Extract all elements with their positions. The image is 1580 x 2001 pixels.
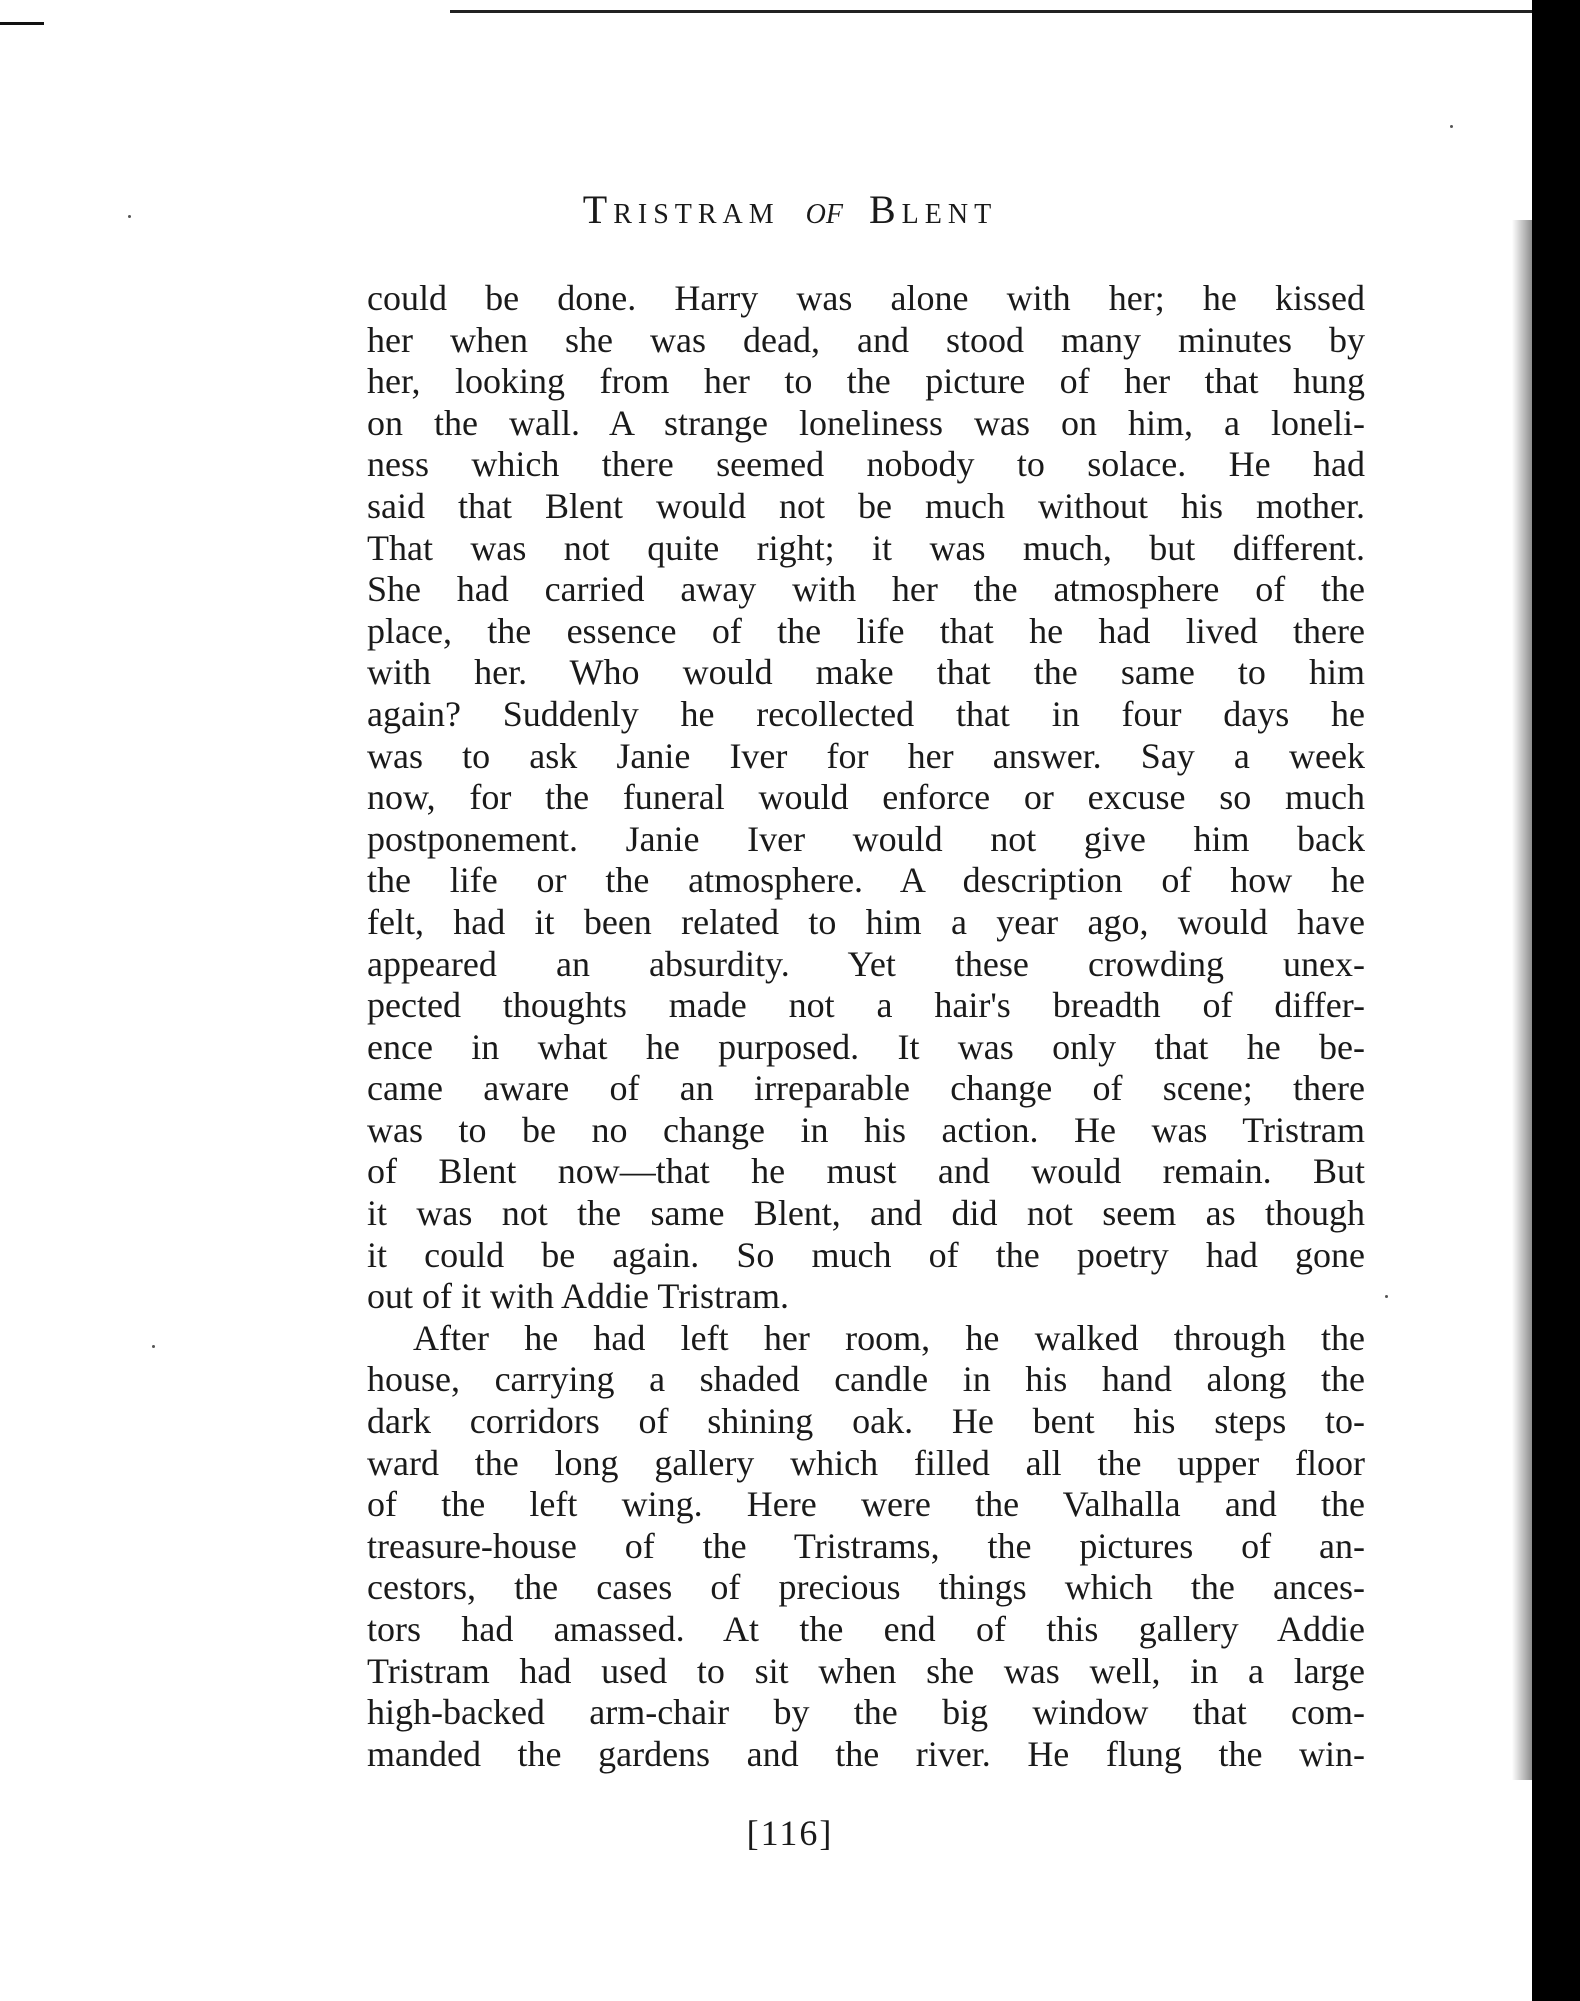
text-line: ward the long gallery which filled all the upper floor [367, 1442, 1365, 1483]
scan-speck [1385, 1295, 1388, 1298]
text-line: it could be again. So much of the poetry had gone [367, 1234, 1365, 1275]
text-line: ence in what he purposed. It was only that he be- [367, 1026, 1365, 1067]
text-line: came aware of an irreparable change of scene; there [367, 1068, 1365, 1109]
text-line: place, the essence of the life that he had lived there [367, 610, 1365, 651]
scan-speck [1450, 125, 1453, 128]
text-line: She had carried away with her the atmosphere of the [367, 569, 1365, 610]
text-line: with her. Who would make that the same to him [367, 652, 1365, 693]
text-line: That was not quite right; it was much, but different. [367, 527, 1365, 568]
text-line: cestors, the cases of precious things which the ances- [367, 1567, 1365, 1608]
body-text [367, 278, 1365, 1775]
text-line: high-backed arm-chair by the big window that com- [367, 1692, 1365, 1733]
text-line: her when she was dead, and stood many minutes by [367, 319, 1365, 360]
text-line: on the wall. A strange loneliness was on him, a loneli- [367, 402, 1365, 443]
text-line: now, for the funeral would enforce or excuse so much [367, 777, 1365, 818]
text-line: was to be no change in his action. He was Tristram [367, 1109, 1365, 1150]
page-number: [116] [746, 1813, 834, 1853]
text-line: said that Blent would not be much without his mother. [367, 485, 1365, 526]
running-head [0, 186, 1580, 233]
text-line: postponement. Janie Iver would not give him back [367, 818, 1365, 859]
scan-speck [152, 1345, 155, 1348]
text-line: her, looking from her to the picture of her that hung [367, 361, 1365, 402]
text-line: of the left wing. Here were the Valhalla and the [367, 1484, 1365, 1525]
scan-edge-mark [0, 22, 44, 25]
text-line: pected thoughts made not a hair's breadth of differ- [367, 985, 1365, 1026]
text-line: tors had amassed. At the end of this gallery Addie [367, 1609, 1365, 1649]
text-line: manded the gardens and the river. He flung the win- [367, 1733, 1365, 1774]
text-line: appeared an absurdity. Yet these crowding unex- [367, 943, 1365, 984]
text-line: could be done. Harry was alone with her; he kissed [367, 278, 1365, 318]
text-line: out of it with Addie Tristram. [367, 1276, 790, 1317]
page-top-edge [450, 10, 1535, 13]
text-line: was to ask Janie Iver for her answer. Say a week [367, 735, 1365, 776]
text-line: Tristram had used to sit when she was well, in a large [367, 1650, 1365, 1691]
text-line: the life or the atmosphere. A description of how he [367, 860, 1365, 901]
page-gutter-shadow [1512, 220, 1532, 1780]
scan-right-border [1532, 0, 1580, 2001]
text-line: house, carrying a shaded candle in his hand along the [367, 1359, 1365, 1400]
running-head-title: Tristram [582, 187, 780, 232]
text-line: After he had left her room, he walked through the [413, 1317, 1365, 1358]
running-head-place: Blent [869, 187, 998, 232]
running-head-of: of [805, 187, 843, 232]
text-line: treasure-house of the Tristrams, the pictures of an- [367, 1525, 1365, 1566]
text-line: ness which there seemed nobody to solace. He had [367, 444, 1365, 485]
text-line: felt, had it been related to him a year ago, would have [367, 901, 1365, 942]
text-line: of Blent now—that he must and would remain. But [367, 1151, 1365, 1192]
text-line: again? Suddenly he recollected that in four days he [367, 693, 1365, 734]
text-line: it was not the same Blent, and did not seem as though [367, 1193, 1365, 1234]
text-line: dark corridors of shining oak. He bent his steps to- [367, 1401, 1365, 1442]
